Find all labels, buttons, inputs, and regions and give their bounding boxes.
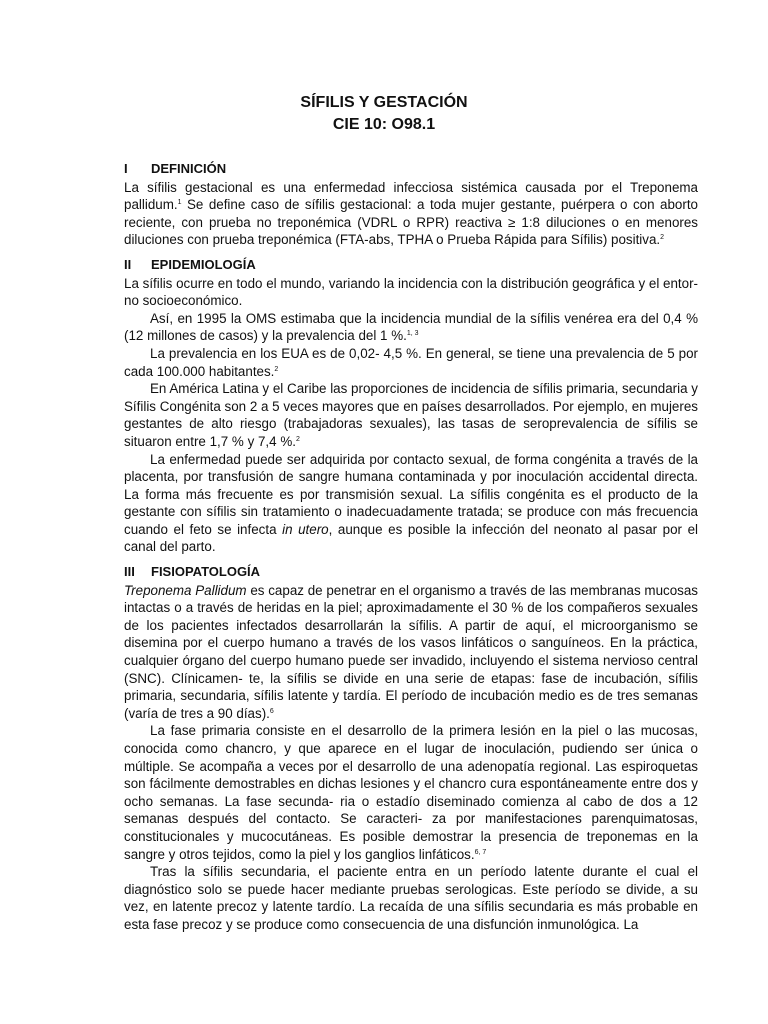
section-heading [124,256,698,274]
paragraph-text: La prevalencia en los EUA es de 0,02- 4,5 %. En general, se tiene una prevalencia de 5 por cada 100.000 habitantes. [124,345,698,379]
paragraph-text: La fase primaria consiste en el desarrollo de la primera lesión en la piel o las mucosas, conocida como chancro, y que aparece en el lugar de inoculación, pudiendo ser única o múltiple. Se acompaña a veces por el desarrollo de una adenopatía regional. Las espiroquetas son fácilmente demostrables en dichas lesiones y el chancro cura espontáneamente entre dos y ocho semanas. La fase secunda- ria o estadío diseminado comienza al cabo de dos a 12 semanas después del contacto. Se caracteri- za por manifestaciones parenquimatosas, constitucionales y mucocutáneas. Es posible demostrar la presencia de treponemas en la sangre y otros tejidos, como la piel y los ganglios linfáticos. [124,723,698,862]
document-body [124,160,698,941]
section-epidemiologia [124,256,698,556]
section-heading [124,563,698,581]
paragraph [124,451,698,557]
reference-marker: 2 [295,435,300,443]
paragraph: La sífilis ocurre en todo el mundo, variando la incidencia con la distribución geográfica y el entor- no socioeconómico. [124,275,698,309]
paragraph-text: , aunque es posible la infección del neonato al pasar por el canal del parto. [124,521,698,555]
document-title-block [0,92,768,136]
section-number: I [124,161,128,176]
paragraph-text: Se define caso de sífilis gestacional: a toda mujer gestante, puérpera o con aborto reciente, con prueba no treponémica (VDRL o RPR) reactiva ≥ 1:8 diluciones o en menores diluciones con prueba treponémica (FTA-abs, TPHA o Prueba Rápida para Sífilis) positiva. [124,197,698,248]
paragraph [124,310,698,345]
section-title: FISIOPATOLOGÍA [151,564,261,580]
paragraph [124,345,698,380]
reference-marker: 6, 7 [474,848,487,856]
reference-marker: 6 [269,707,274,715]
document-title: SÍFILIS Y GESTACIÓN [300,94,468,111]
section-title: DEFINICIÓN [151,161,227,176]
paragraph-text: es capaz de penetrar en el organismo a través de las membranas mucosas intactas o a través de heridas en la piel; aproximadamente el 30 % de los compañeros sexuales de los pacientes infectados desarrollarán la sífilis. A partir de aquí, el microorganismo se disemina por el cuerpo humano a través de los vasos linfáticos o sanguíneos. En la práctica, cualquier órgano del cuerpo humano puede ser invadido, incluyendo el sistema nervioso central (SNC). Clínicamen- te, la sífilis se divide en una serie de etapas: fase de incubación, sífilis primaria, secundaria, sífilis latente y tardía. El período de incubación medio es de tres semanas (varía de tres a 90 días). [124,582,698,721]
section-heading [124,160,698,178]
section-fisiopatologia [124,563,698,933]
section-number: III [124,564,135,580]
document-subtitle: CIE 10: O98.1 [332,116,436,133]
section-number: II [124,256,132,272]
italic-term: in utero [282,521,329,537]
paragraph [124,179,698,249]
reference-marker: 2 [274,365,279,373]
paragraph [124,582,698,723]
section-title: EPIDEMIOLOGÍA [151,256,256,272]
reference-marker: 2 [660,234,665,242]
italic-term: Treponema Pallidum [124,582,247,598]
paragraph [124,722,698,863]
paragraph: Tras la sífilis secundaria, el paciente entra en un período latente durante el cual el diagnóstico solo se puede hacer mediante pruebas serologicas. Este período se divide, a su vez, en latente precoz y latente tardío. La recaída de una sífilis secundaria es más probable en esta fase precoz y se produce como consecuencia de una disfunción inmunológica. La [124,864,698,932]
reference-marker: 1, 3 [406,330,419,338]
paragraph-text: Así, en 1995 la OMS estimaba que la incidencia mundial de la sífilis venérea era del 0,4 % (12 millones de casos) y la prevalencia del 1 %. [124,310,698,344]
paragraph-text: En América Latina y el Caribe las proporciones de incidencia de sífilis primaria, secundaria y Sífilis Congénita son 2 a 5 veces mayores que en países desarrollados. Por ejemplo, en mujeres gestantes de alto riesgo (trabajadoras sexuales), las tasas de seroprevalencia de sífilis se situaron entre 1,7 % y 7,4 %. [124,381,698,449]
paragraph-text: La sífilis gestacional es una enfermedad infecciosa sistémica causada por el Treponema pallidum. [124,179,698,213]
reference-marker: 1 [177,199,182,207]
section-definicion [124,160,698,249]
paragraph [124,380,698,450]
paragraph-text: La enfermedad puede ser adquirida por contacto sexual, de forma congénita a través de la placenta, por transfusión de sangre humana contaminada y por inoculación accidental directa. La forma más frecuente es por transmisión sexual. La sífilis congénita es el producto de la gestante con sífilis sin tratamiento o inadecuadamente tratada; se produce con más frecuencia cuando el feto se infecta [124,451,698,537]
